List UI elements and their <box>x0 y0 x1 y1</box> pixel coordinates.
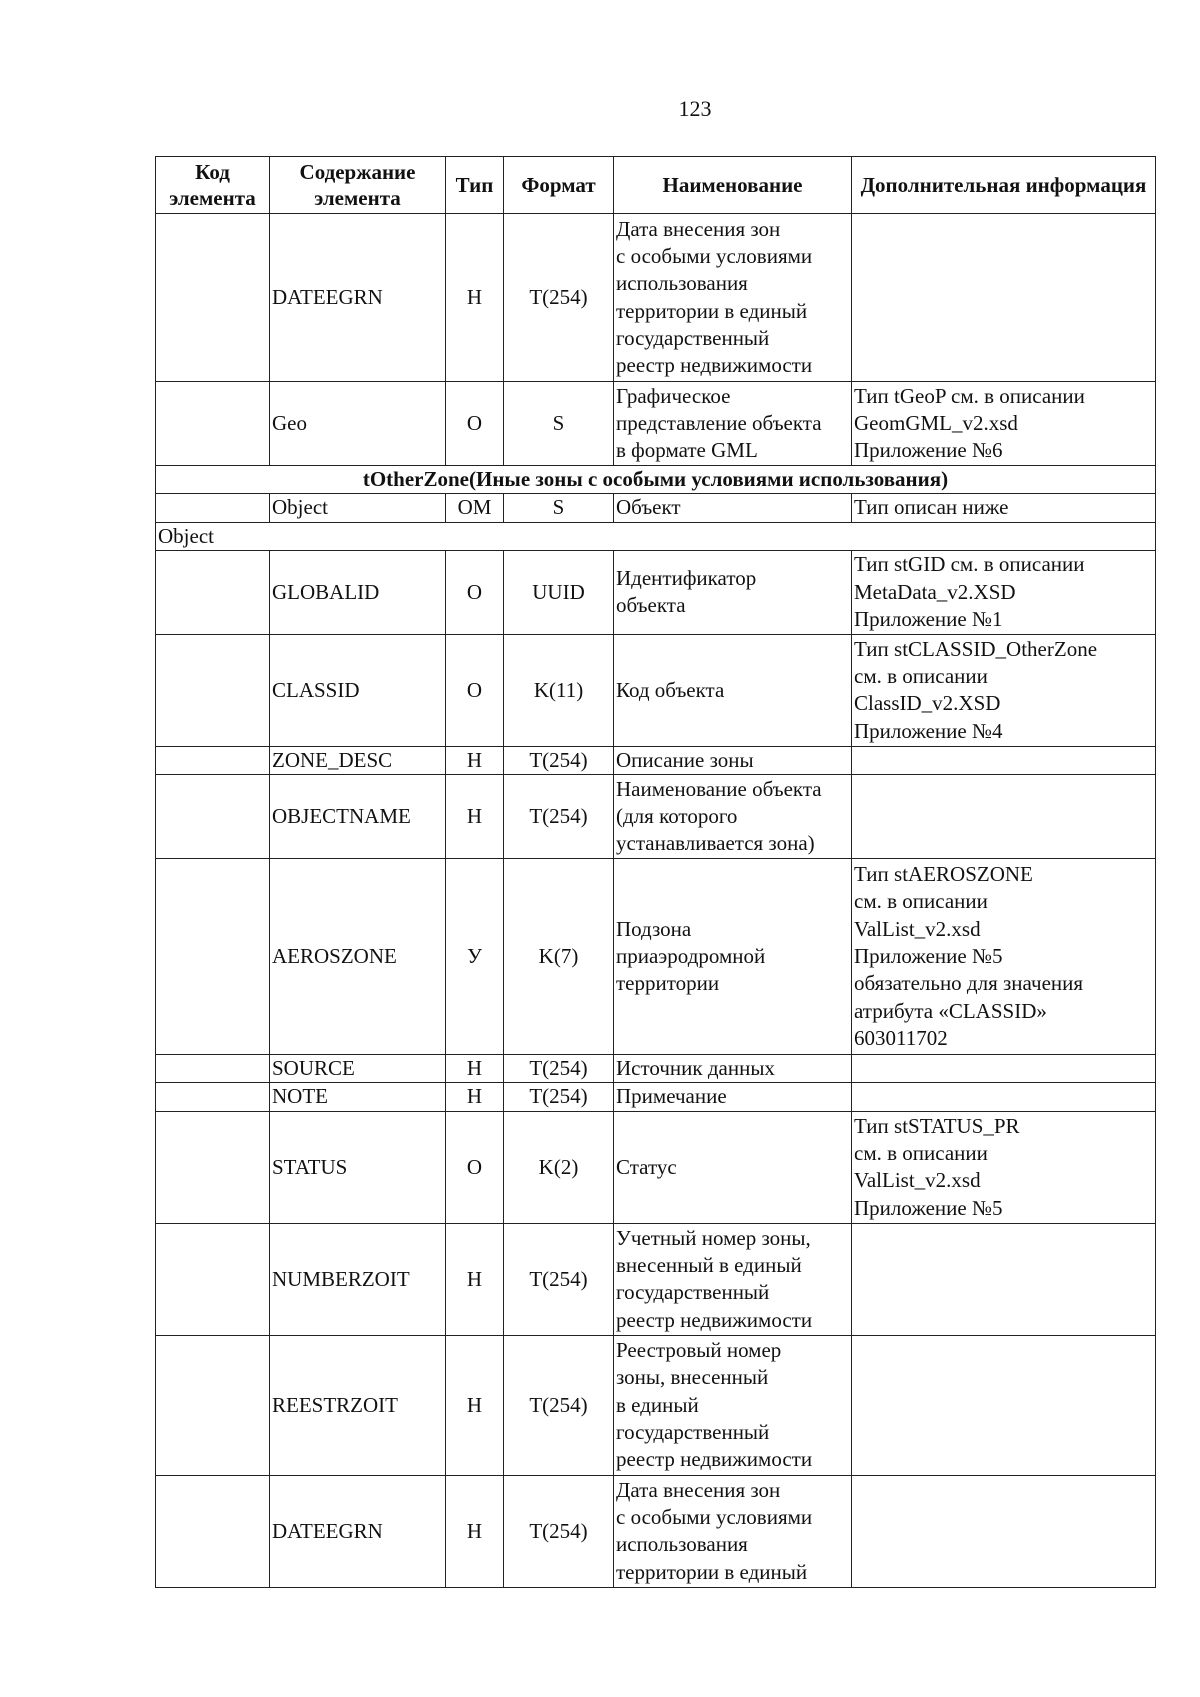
group-label: Object <box>156 522 1156 550</box>
name-cell: Объект <box>614 494 852 522</box>
element-spec-table <box>155 156 1156 1588</box>
format-cell: T(254) <box>504 214 614 382</box>
element-cell: Geo <box>270 382 446 466</box>
code-cell <box>156 1335 270 1475</box>
code-cell <box>156 550 270 634</box>
code-cell <box>156 214 270 382</box>
type-cell: ОМ <box>446 494 504 522</box>
type-cell: Н <box>446 775 504 859</box>
code-cell <box>156 634 270 746</box>
format-cell: T(254) <box>504 1055 614 1083</box>
header-code: Код элемента <box>156 157 270 214</box>
type-cell: У <box>446 859 504 1055</box>
info-cell <box>852 214 1156 382</box>
code-cell <box>156 494 270 522</box>
table-row <box>156 214 1156 382</box>
name-cell: Источник данных <box>614 1055 852 1083</box>
info-cell: Тип stAEROSZONE см. в описании ValList_v2.xsd Приложение №5 обязательно для значения атрибута «CLASSID» 603011702 <box>852 859 1156 1055</box>
element-cell: ZONE_DESC <box>270 746 446 774</box>
code-cell <box>156 775 270 859</box>
element-cell: AEROSZONE <box>270 859 446 1055</box>
name-cell: Дата внесения зон с особыми условиями использования территории в единый государственный реестр недвижимости <box>614 214 852 382</box>
format-cell: T(254) <box>504 1223 614 1335</box>
type-cell: Н <box>446 1083 504 1111</box>
format-cell: UUID <box>504 550 614 634</box>
page-number: 123 <box>678 96 712 121</box>
table-row <box>156 1475 1156 1587</box>
table-row <box>156 1083 1156 1111</box>
type-cell: Н <box>446 214 504 382</box>
info-cell: Тип stGID см. в описании MetaData_v2.XSD Приложение №1 <box>852 550 1156 634</box>
info-cell <box>852 1223 1156 1335</box>
element-cell: DATEEGRN <box>270 214 446 382</box>
name-cell: Реестровый номер зоны, внесенный в единый государственный реестр недвижимости <box>614 1335 852 1475</box>
table-row <box>156 382 1156 466</box>
table-body <box>156 214 1156 1588</box>
element-cell: STATUS <box>270 1111 446 1223</box>
name-cell: Графическое представление объекта в формате GML <box>614 382 852 466</box>
format-cell: T(254) <box>504 1475 614 1587</box>
code-cell <box>156 1111 270 1223</box>
info-cell <box>852 746 1156 774</box>
type-cell: О <box>446 1111 504 1223</box>
header-info: Дополнительная информация <box>852 157 1156 214</box>
table-row <box>156 550 1156 634</box>
format-cell: T(254) <box>504 746 614 774</box>
format-cell: K(11) <box>504 634 614 746</box>
name-cell: Учетный номер зоны, внесенный в единый государственный реестр недвижимости <box>614 1223 852 1335</box>
code-cell <box>156 746 270 774</box>
format-cell: T(254) <box>504 775 614 859</box>
code-cell <box>156 382 270 466</box>
header-type: Тип <box>446 157 504 214</box>
name-cell: Код объекта <box>614 634 852 746</box>
code-cell <box>156 1083 270 1111</box>
code-cell <box>156 1055 270 1083</box>
table-header-row <box>156 157 1156 214</box>
type-cell: Н <box>446 1223 504 1335</box>
info-cell <box>852 1055 1156 1083</box>
element-cell: REESTRZOIT <box>270 1335 446 1475</box>
name-cell: Подзона приаэродромной территории <box>614 859 852 1055</box>
table-row <box>156 494 1156 522</box>
section-row <box>156 466 1156 494</box>
header-element: Содержание элемента <box>270 157 446 214</box>
type-cell: О <box>446 382 504 466</box>
element-cell: NOTE <box>270 1083 446 1111</box>
type-cell: О <box>446 634 504 746</box>
type-cell: Н <box>446 746 504 774</box>
info-cell: Тип stSTATUS_PR см. в описании ValList_v2.xsd Приложение №5 <box>852 1111 1156 1223</box>
format-cell: T(254) <box>504 1083 614 1111</box>
type-cell: Н <box>446 1335 504 1475</box>
table-row <box>156 859 1156 1055</box>
type-cell: Н <box>446 1055 504 1083</box>
element-cell: DATEEGRN <box>270 1475 446 1587</box>
element-cell: CLASSID <box>270 634 446 746</box>
info-cell: Тип stCLASSID_OtherZone см. в описании ClassID_v2.XSD Приложение №4 <box>852 634 1156 746</box>
format-cell: S <box>504 382 614 466</box>
info-cell: Тип описан ниже <box>852 494 1156 522</box>
type-cell: Н <box>446 1475 504 1587</box>
format-cell: T(254) <box>504 1335 614 1475</box>
table-row <box>156 1111 1156 1223</box>
element-cell: GLOBALID <box>270 550 446 634</box>
info-cell <box>852 1475 1156 1587</box>
info-cell <box>852 775 1156 859</box>
element-cell: OBJECTNAME <box>270 775 446 859</box>
code-cell <box>156 1223 270 1335</box>
code-cell <box>156 1475 270 1587</box>
table-row <box>156 1055 1156 1083</box>
header-format: Формат <box>504 157 614 214</box>
name-cell: Наименование объекта (для которого устанавливается зона) <box>614 775 852 859</box>
group-label-row <box>156 522 1156 550</box>
format-cell: S <box>504 494 614 522</box>
info-cell <box>852 1335 1156 1475</box>
table-row <box>156 634 1156 746</box>
format-cell: K(2) <box>504 1111 614 1223</box>
name-cell: Идентификатор объекта <box>614 550 852 634</box>
table-row <box>156 746 1156 774</box>
name-cell: Статус <box>614 1111 852 1223</box>
header-name: Наименование <box>614 157 852 214</box>
element-cell: Object <box>270 494 446 522</box>
table-row <box>156 1335 1156 1475</box>
type-cell: О <box>446 550 504 634</box>
element-cell: SOURCE <box>270 1055 446 1083</box>
name-cell: Дата внесения зон с особыми условиями использования территории в единый <box>614 1475 852 1587</box>
section-title: tOtherZone(Иные зоны с особыми условиями использования) <box>156 466 1156 494</box>
code-cell <box>156 859 270 1055</box>
name-cell: Описание зоны <box>614 746 852 774</box>
info-cell: Тип tGeoP см. в описании GeomGML_v2.xsd Приложение №6 <box>852 382 1156 466</box>
format-cell: K(7) <box>504 859 614 1055</box>
name-cell: Примечание <box>614 1083 852 1111</box>
table-row <box>156 1223 1156 1335</box>
element-cell: NUMBERZOIT <box>270 1223 446 1335</box>
table-row <box>156 775 1156 859</box>
info-cell <box>852 1083 1156 1111</box>
